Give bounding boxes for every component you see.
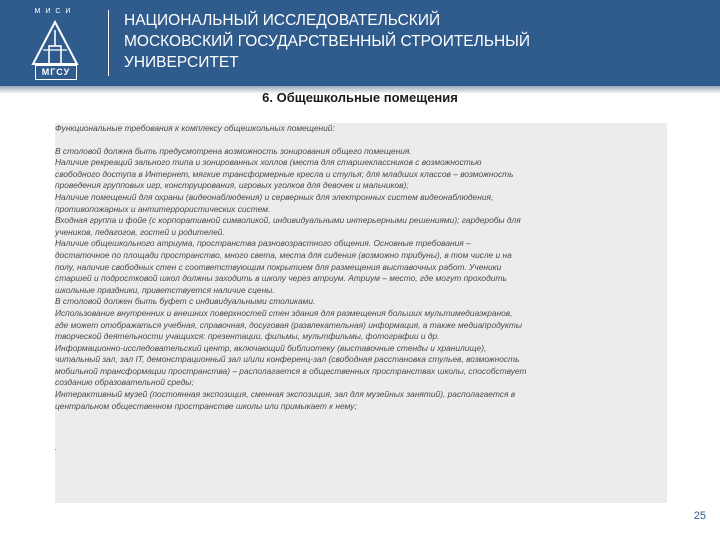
body-line: читальный зал, зал IT, демонстрационный зал и/или конференц-зал (свободная расстановка стульев, возможность [55,354,520,365]
university-name [124,10,684,73]
body-line: Интерактивный музей (постоянная экспозиция, сменная экспозиция, зал для музейных занятий), располагается в [55,389,516,400]
body-line: созданию образовательной среды; [55,377,194,388]
body-line: В столовой должна быть предусмотрена возможность зонирования общего помещения. [55,145,412,156]
body-line: достаточное по площади пространство, много света, места для сидения (возможно трибуны), в том числе и на [55,249,512,260]
page-number: 25 [693,510,706,522]
body-line: противопожарных и антитеррористических систем. [55,203,271,214]
body-line: Входная группа и фойе (с корпоративной символикой, индивидуальными интерьерными решениями); гардеробы для [55,215,521,226]
body-line: Использование внутренних и внешних поверхностей стен здания для размещения больших мультимедиаэкранов, [55,307,513,318]
body-line: Наличие помещений для охраны (видеонаблюдения) и серверных для электронных систем видеонаблюдения, [55,191,494,202]
body-line: где может отображаться учебная, справочная, досуговая (развлекательная) информация, а также медиапродукты [55,319,523,330]
body-line: Информационно-исследовательский центр, включающий библиотеку (выставочные стенды и хранилище), [55,342,487,353]
body-line: свободного доступа в Интернет, мягкие трансформерные кресла и стулья; для младших классов – возможность [55,168,514,179]
trailing-mark: . [55,442,58,453]
university-name-line: УНИВЕРСИТЕТ [124,54,239,71]
content-panel [55,123,667,503]
university-name-line: НАЦИОНАЛЬНЫЙ ИССЛЕДОВАТЕЛЬСКИЙ [124,12,441,29]
body-line: мобильной трансформации пространства) – располагается в общественных пространствах школы, способствует [55,365,527,376]
university-logo [28,6,82,80]
logo-emblem-icon [30,20,80,66]
body-line: творческой деятельности учащихся: презентации, фильмы, мультфильмы, фотографии и др. [55,331,440,342]
body-line: Наличие общешкольного атриума, пространства разновозрастного общения. Основные требования – [55,238,471,249]
body-line: В столовой должен быть буфет с индивидуальными столиками. [55,296,316,307]
intro-line: Функциональные требования к комплексу общешкольных помещений: [55,123,335,133]
header-divider [108,10,109,76]
university-name-line: МОСКОВСКИЙ ГОСУДАРСТВЕННЫЙ СТРОИТЕЛЬНЫЙ [124,33,531,50]
logo-mark: МГСУ [35,65,77,80]
header-bar [0,0,720,86]
body-line: учеников, педагогов, гостей и родителей. [55,226,225,237]
slide-title: 6. Общешкольные помещения [262,90,458,105]
body-line: старшей и подростковой школ должны заходить в школу через атриум. Атриум – место, где могут проходить [55,273,507,284]
body-line: проведения групповых игр, конструирования, игровых уголков для девочек и мальчиков); [55,180,409,191]
logo-letters: МИСИ [34,8,76,15]
body-line: Наличие рекреаций зального типа и зонированных холлов (места для старшеклассников с возможностью [55,157,482,168]
body-line: полу, наличие свободных стен с соответствующим покрытием для размещения выставочных работ. Ученики [55,261,502,272]
body-line: школьные праздники, приветствуется наличие сцены. [55,284,275,295]
body-line: центральном общественном пространстве школы или примыкает к нему; [55,400,357,411]
